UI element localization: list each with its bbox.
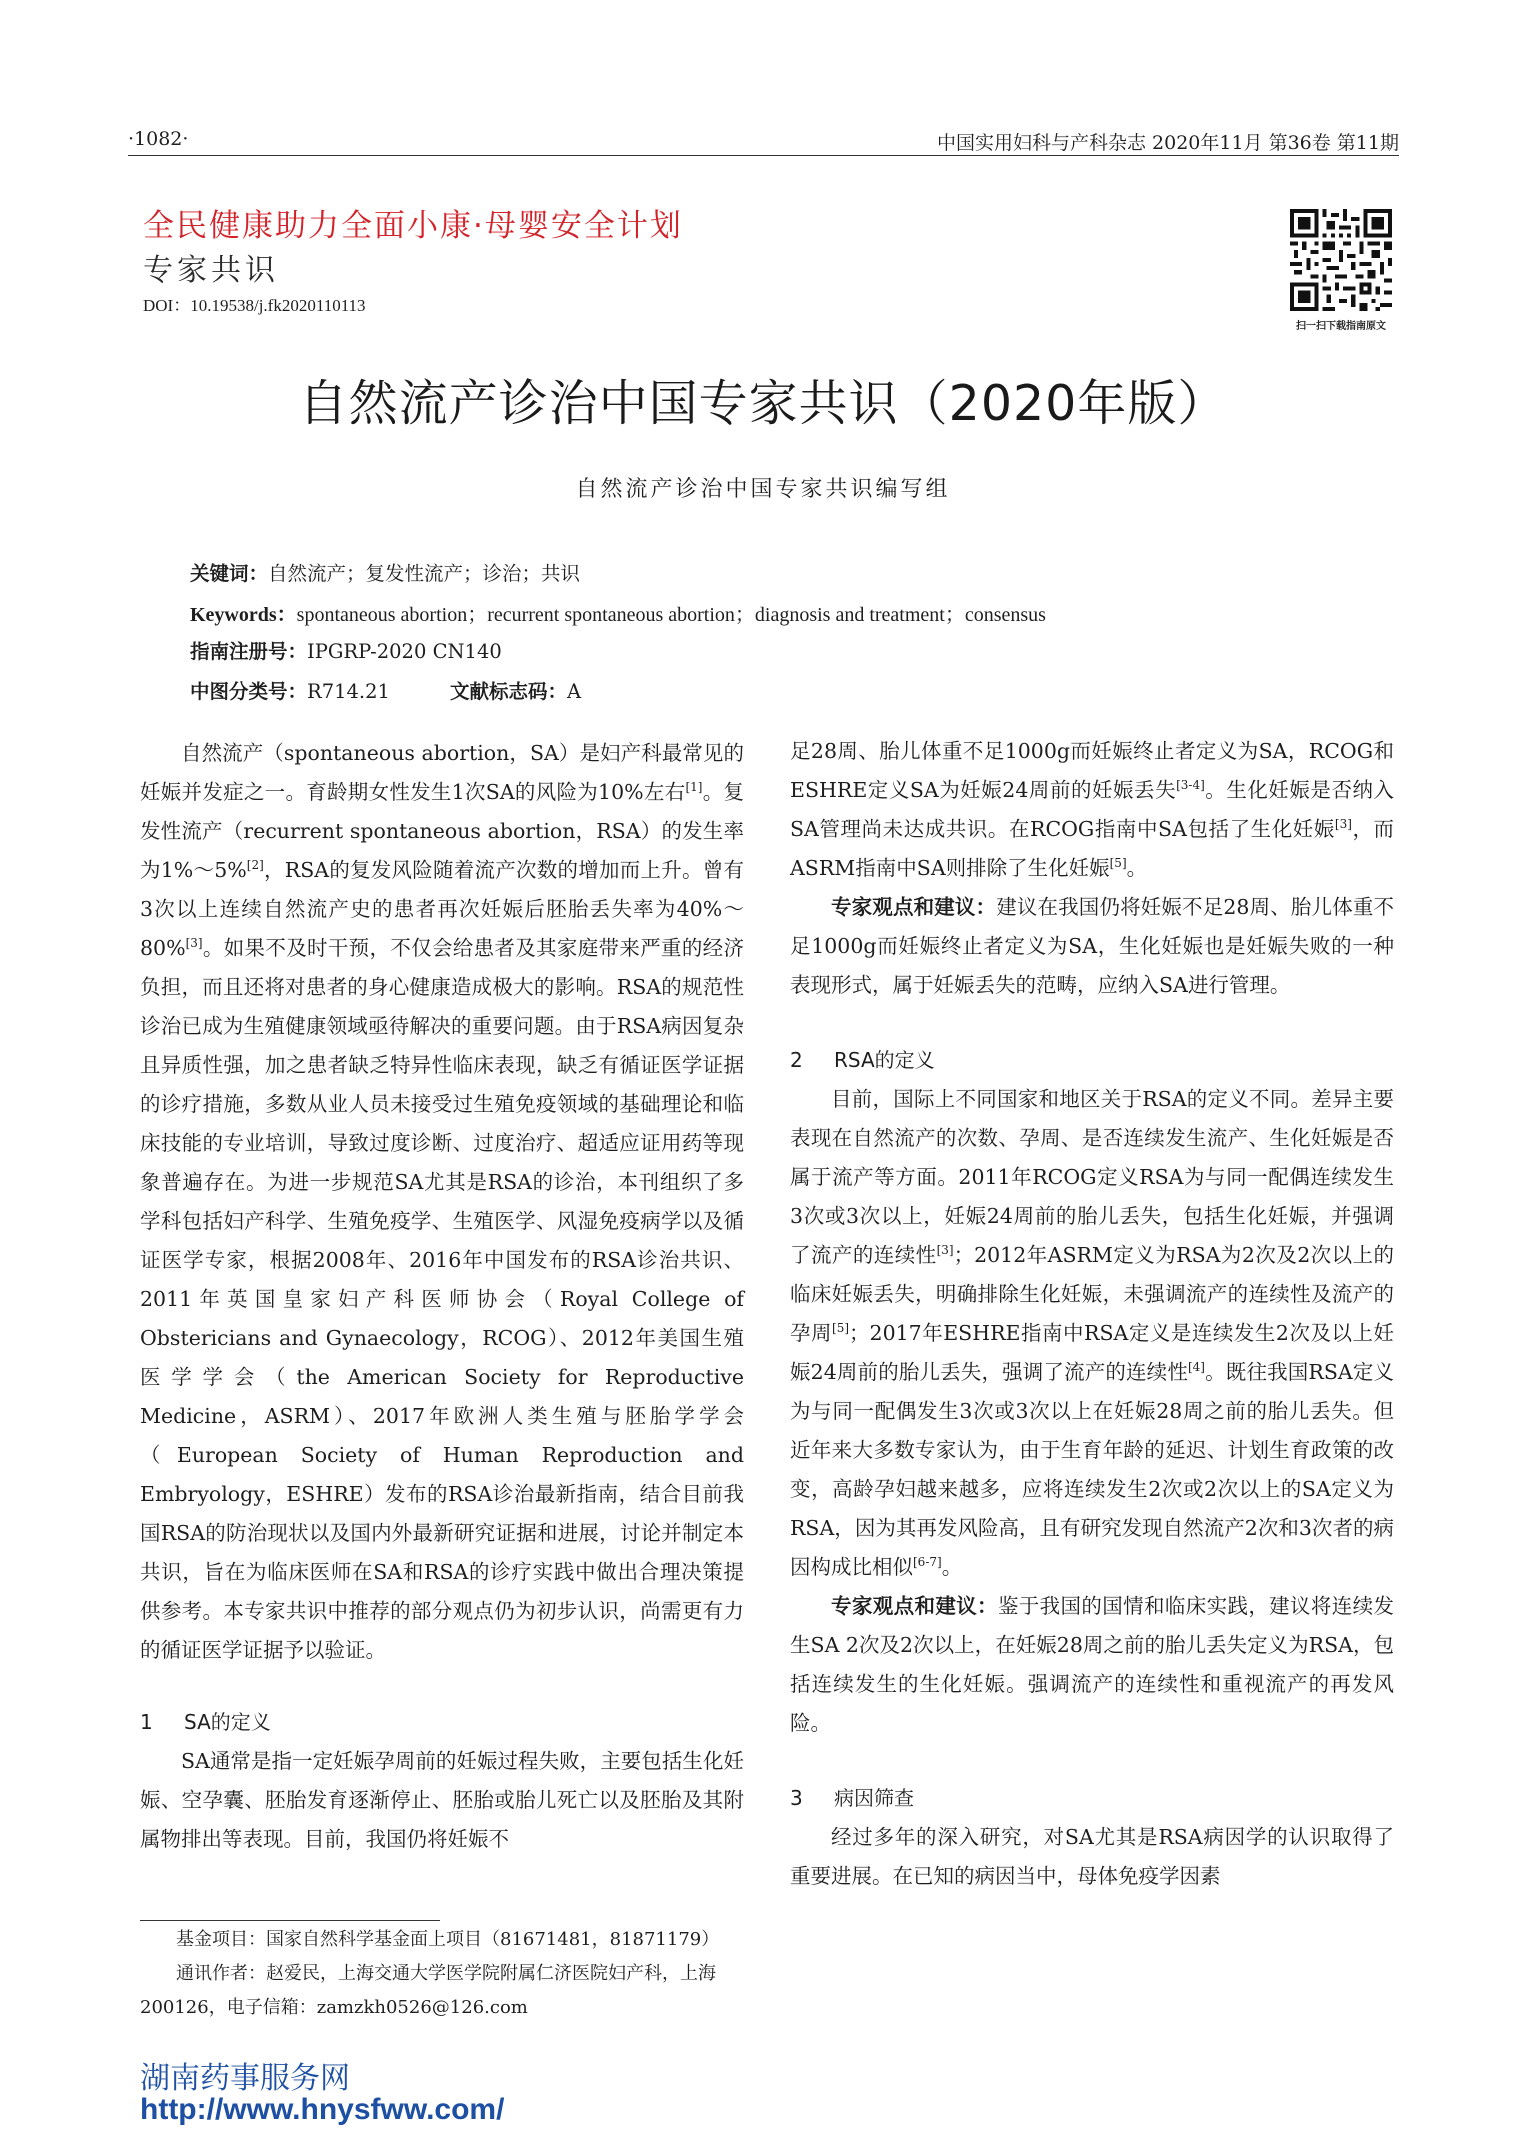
section-1-continued: 足28周、胎儿体重不足1000g而妊娠终止者定义为SA，RCOG和ESHRE定义SA为妊娠24周前的妊娠丢失[3-4]。生化妊娠是否纳入SA管理尚未达成共识。在RCOG指南中SA包括了生化妊娠[3]，而ASRM指南中SA则排除了生化妊娠[5]。 bbox=[790, 739, 1395, 880]
keywords-cn bbox=[190, 558, 580, 586]
registration-label: 指南注册号： bbox=[190, 640, 308, 663]
classification bbox=[190, 676, 581, 704]
citation[interactable]: [5] bbox=[1109, 856, 1127, 871]
doc-code-label: 文献标志码： bbox=[449, 680, 567, 703]
keywords-en-value: spontaneous abortion；recurrent spontaneous abortion；diagnosis and treatment；consensus bbox=[296, 604, 1046, 626]
right-column bbox=[790, 732, 1394, 1896]
doc-code-value: A bbox=[566, 680, 582, 703]
expert-opinion-1: 专家观点和建议：建议在我国仍将妊娠不足28周、胎儿体重不足1000g而妊娠终止者定义为SA，生化妊娠也是妊娠失败的一种表现形式，属于妊娠丢失的范畴，应纳入SA进行管理。 bbox=[790, 895, 1394, 997]
qr-caption: 扫一扫下载指南原文 bbox=[1296, 321, 1386, 332]
page-number: ·1082· bbox=[128, 128, 189, 150]
registration bbox=[190, 636, 502, 664]
footnote-rule bbox=[140, 1920, 440, 1921]
clc-label: 中图分类号： bbox=[190, 680, 308, 703]
citation[interactable]: [1] bbox=[685, 780, 703, 795]
citation[interactable]: [3] bbox=[1334, 817, 1352, 832]
citation[interactable]: [3] bbox=[185, 936, 203, 951]
section-heading-3: 3 病因筛查 bbox=[790, 1786, 914, 1810]
doi: DOI：10.19538/j.fk2020110113 bbox=[143, 296, 366, 315]
campaign-banner: 全民健康助力全面小康·母婴安全计划 bbox=[143, 208, 683, 244]
article-title: 自然流产诊治中国专家共识（2020年版） bbox=[298, 375, 1228, 432]
watermark-site-name: 湖南药事服务网 bbox=[140, 2061, 350, 2096]
keywords-en-label: Keywords： bbox=[190, 604, 297, 626]
keywords-cn-label: 关键词： bbox=[190, 562, 269, 585]
citation[interactable]: [6-7] bbox=[913, 1555, 942, 1570]
column-name: 专家共识 bbox=[143, 253, 279, 288]
citation[interactable]: [4] bbox=[1187, 1360, 1205, 1375]
citation[interactable]: [2] bbox=[246, 858, 264, 873]
section-3-paragraph: 经过多年的深入研究，对SA尤其是RSA病因学的认识取得了重要进展。在已知的病因当中，母体免疫学因素 bbox=[790, 1825, 1394, 1888]
correspondence-footnote: 通讯作者：赵爱民，上海交通大学医学院附属仁济医院妇产科，上海 200126，电子信箱：zamzkh0526@126.com bbox=[140, 1963, 716, 2018]
expert-opinion-2: 专家观点和建议：鉴于我国的国情和临床实践，建议将连续发生SA 2次及2次以上，在妊娠28周之前的胎儿丢失定义为RSA，包括连续发生的生化妊娠。强调流产的连续性和重视流产的再发风险。 bbox=[790, 1594, 1395, 1735]
qr-code-icon[interactable] bbox=[1290, 209, 1392, 311]
citation[interactable]: [3] bbox=[936, 1243, 954, 1258]
section-1-paragraph: SA通常是指一定妊娠孕周前的妊娠过程失败，主要包括生化妊娠、空孕囊、胚胎发育逐渐停止、胚胎或胎儿死亡以及胚胎及其附属物排出等表现。目前，我国仍将妊娠不 bbox=[140, 1749, 744, 1851]
header-rule bbox=[128, 155, 1399, 156]
section-heading-1: 1 SA的定义 bbox=[140, 1710, 271, 1734]
clc-value: R714.21 bbox=[307, 680, 390, 703]
section-2-paragraph: 目前，国际上不同国家和地区关于RSA的定义不同。差异主要表现在自然流产的次数、孕周、是否连续发生流产、生化妊娠是否属于流产等方面。2011年RCOG定义RSA为与同一配偶连续发生3次或3次以上，妊娠24周前的胎儿丢失，包括生化妊娠，并强调了流产的连续性[3]；2012年ASRM定义为RSA为2次及2次以上的临床妊娠丢失，明确排除生化妊娠，未强调流产的连续性及流产的孕周[5]；2017年ESHRE指南中RSA定义是连续发生2次及以上妊娠24周前的胎儿丢失，强调了流产的连续性[4]。既往我国RSA定义为与同一配偶发生3次或3次以上在妊娠28周之前的胎儿丢失。但近年来大多数专家认为，由于生育年龄的延迟、计划生育政策的改变，高龄孕妇越来越多，应将连续发生2次或2次以上的SA定义为RSA，因为其再发风险高，且有研究发现自然流产2次和3次者的病因构成比相似[6-7]。 bbox=[790, 1087, 1395, 1579]
journal-header: 中国实用妇科与产科杂志 2020年11月 第36卷 第11期 bbox=[936, 132, 1399, 154]
section-heading-2: 2 RSA的定义 bbox=[790, 1048, 935, 1072]
expert-opinion-label: 专家观点和建议： bbox=[831, 895, 997, 919]
funding-footnote: 基金项目：国家自然科学基金面上项目（81671481，81871179） bbox=[176, 1929, 720, 1950]
keywords-en bbox=[190, 598, 1046, 627]
author-group: 自然流产诊治中国专家共识编写组 bbox=[575, 477, 951, 502]
registration-value: IPGRP-2020 CN140 bbox=[307, 640, 502, 663]
keywords-cn-value: 自然流产；复发性流产；诊治；共识 bbox=[268, 562, 581, 585]
citation[interactable]: [3-4] bbox=[1176, 778, 1205, 793]
citation[interactable]: [5] bbox=[832, 1321, 850, 1336]
intro-paragraph: 自然流产（spontaneous abortion，SA）是妇产科最常见的妊娠并发症之一。育龄期女性发生1次SA的风险为10%左右[1]。复发性流产（recurrent spontaneous abortion，RSA）的发生率为1%～5%[2]，RSA的复发风险随着流产次数的增加而上升。曾有3次以上连续自然流产史的患者再次妊娠后胚胎丢失率为40%～80%[3]。如果不及时干预，不仅会给患者及其家庭带来严重的经济负担，而且还将对患者的身心健康造成极大的影响。RSA的规范性诊治已成为生殖健康领域亟待解决的重要问题。由于RSA病因复杂且异质性强，加之患者缺乏特异性临床表现，缺乏有循证医学证据的诊疗措施，多数从业人员未接受过生殖免疫领域的基础理论和临床技能的专业培训，导致过度诊断、过度治疗、超适应证用药等现象普遍存在。为进一步规范SA尤其是RSA的诊治，本刊组织了多学科包括妇产科学、生殖免疫学、生殖医学、风湿免疫病学以及循证医学专家，根据2008年、2016年中国发布的RSA诊治共识、2011年英国皇家妇产科医师协会（Royal College of Obstericians and Gynaecology，RCOG）、2012年美国生殖医学学会（the American Society for Reproductive Medicine，ASRM）、2017年欧洲人类生殖与胚胎学学会（European Society of Human Reproduction and Embryology，ESHRE）发布的RSA诊治最新指南，结合目前我国RSA的防治现状以及国内外最新研究证据和进展，讨论并制定本共识，旨在为临床医师在SA和RSA的诊疗实践中做出合理决策提供参考。本专家共识中推荐的部分观点仍为初步认识，尚需更有力的循证医学证据予以验证。 bbox=[140, 741, 744, 1662]
watermark-url[interactable]: http://www.hnysfww.com/ bbox=[140, 2093, 505, 2126]
expert-opinion-label: 专家观点和建议： bbox=[831, 1594, 998, 1618]
left-column bbox=[140, 734, 744, 1859]
